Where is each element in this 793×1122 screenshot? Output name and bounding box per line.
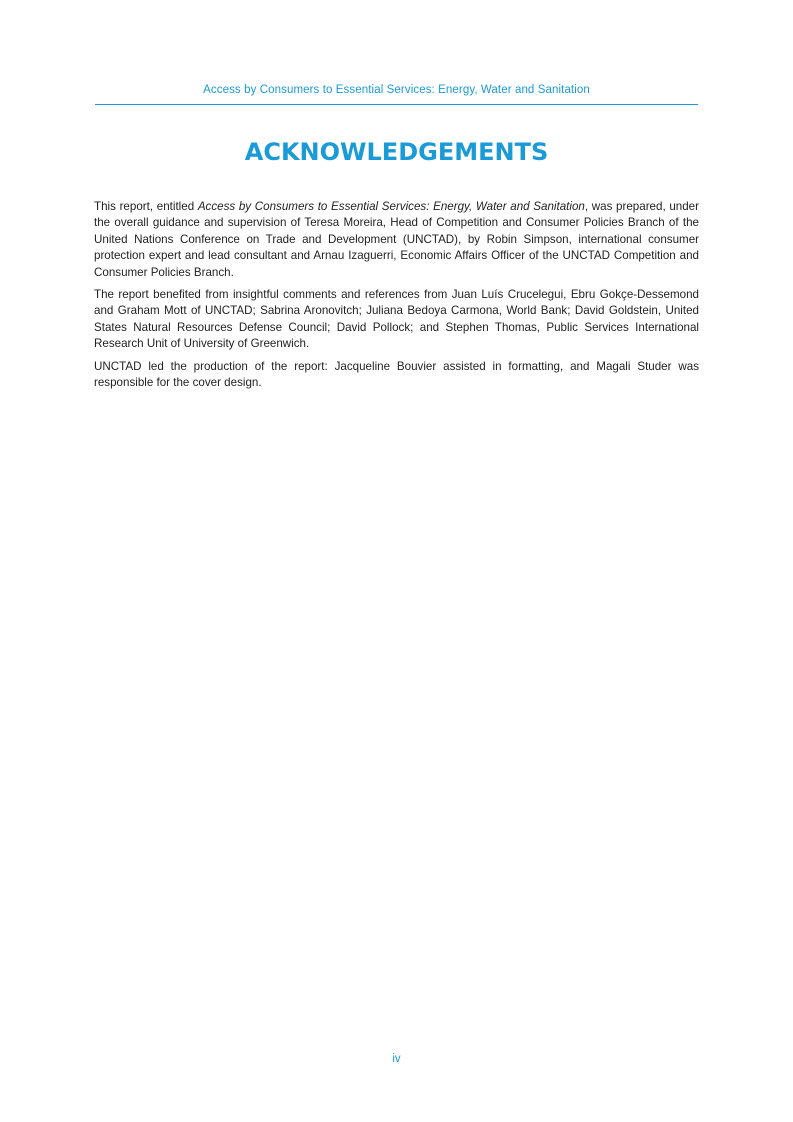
report-title-italic: Access by Consumers to Essential Services: Energy, Water and Sanitation [197, 200, 585, 213]
acknowledgements-body [94, 199, 699, 397]
page-number: iv [392, 1053, 401, 1065]
page-title: ACKNOWLEDGEMENTS [244, 138, 549, 166]
paragraph-3: UNCTAD led the production of the report: Jacqueline Bouvier assisted in formatting, and Magali Studer was responsible for the cover design. [94, 359, 699, 390]
running-header: Access by Consumers to Essential Services: Energy, Water and Sanitation [203, 84, 590, 96]
paragraph-1 [94, 199, 699, 281]
paragraph-1-lead: This report, entitled [94, 200, 198, 213]
paragraph-2: The report benefited from insightful comments and references from Juan Luís Crucelegui, Ebru Gokçe-Dessemond and Graham Mott of UNCTAD; Sabrina Aronovitch; Juliana Bedoya Carmona, World Bank; David Goldstein, United States Natural Resources Defense Council; David Pollock; and Stephen Thomas, Public Services International Research Unit of University of Greenwich. [94, 288, 699, 351]
paragraph-1-rest: , was prepared, under the overall guidance and supervision of Teresa Moreira, Head of Competition and Consumer Policies Branch of the United Nations Conference on Trade and Development (UNCTAD), by Robin Simpson, international consumer protection expert and lead consultant and Arnau Izaguerri, Economic Affairs Officer of the UNCTAD Competition and Consumer Policies Branch. [94, 200, 699, 279]
header-rule [95, 104, 698, 105]
